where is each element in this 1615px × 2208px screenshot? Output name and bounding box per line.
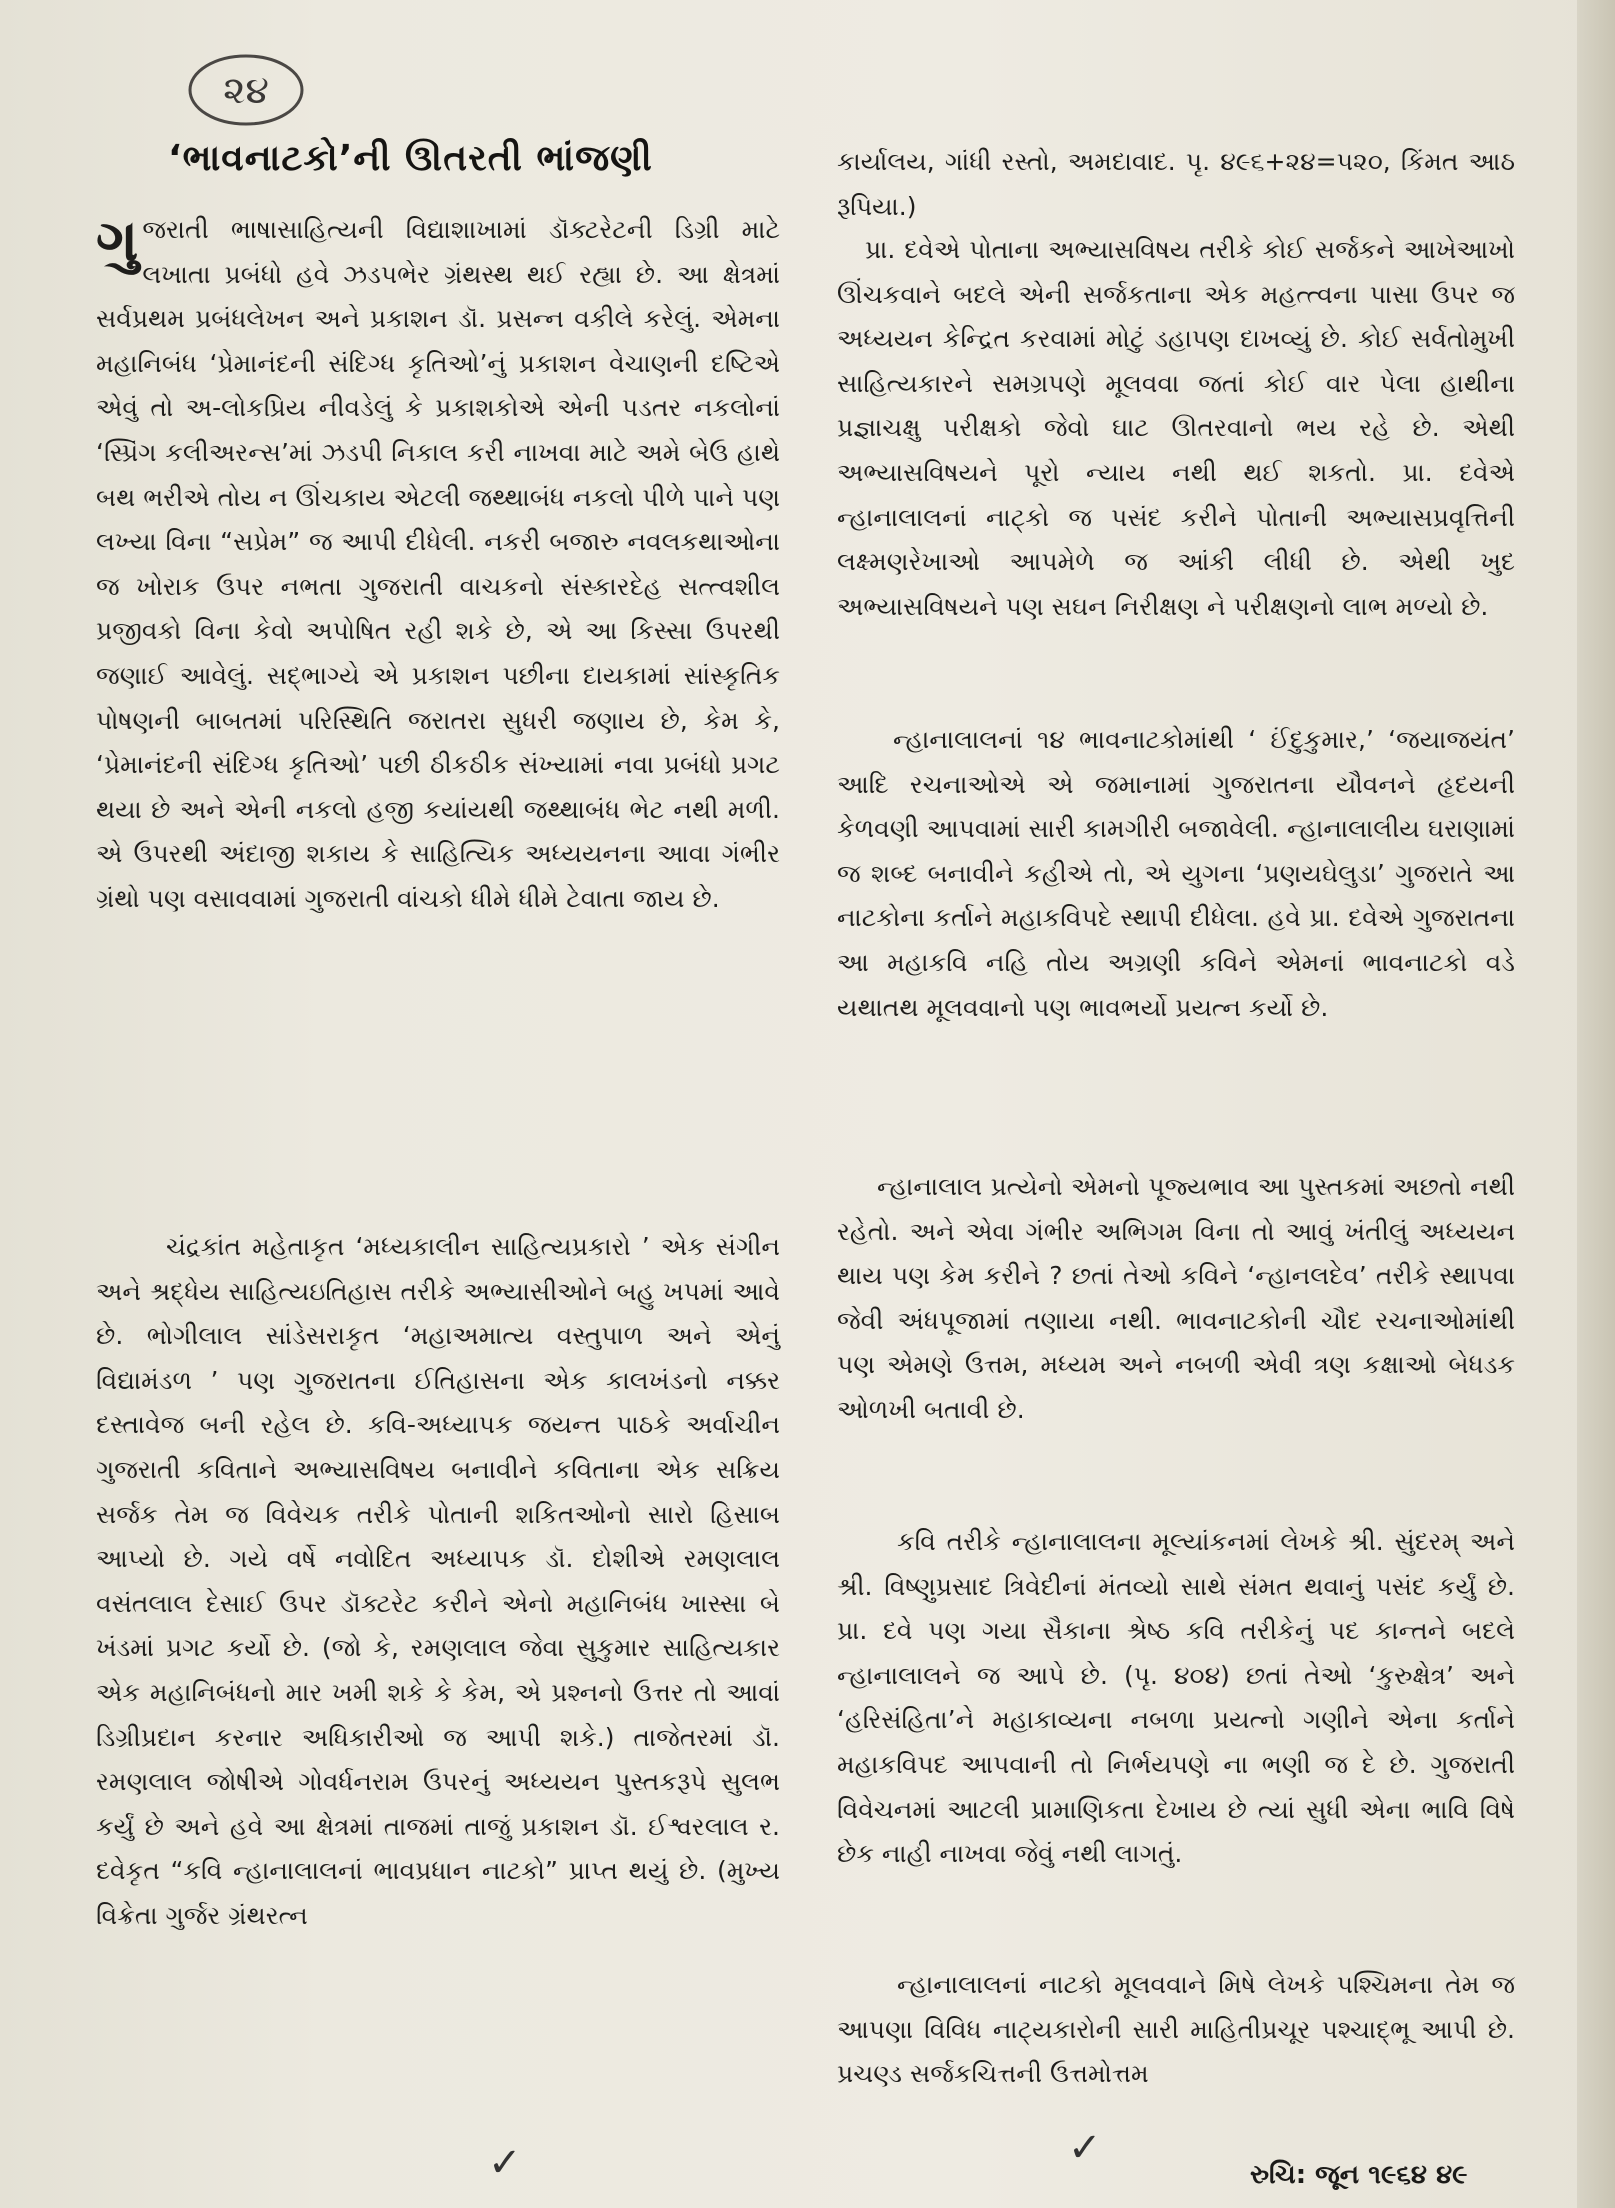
left-paragraph-1-text: જરાતી ભાષાસાહિત્યની વિદ્યાશાખામાં ડૉક્ટરેટની ડિગ્રી માટે લખાતા પ્રબંધો હવે ઝડપભેર ગ્રંથસ્થ થઈ રહ્યા છે. આ ક્ષેત્રમાં સર્વપ્રથમ પ્રબંધલેખન અને પ્રકાશન ડૉ. પ્રસન્ન વકીલે કરેલું. એમના મહાનિબંધ ‘પ્રેમાનંદની સંદિગ્ધ કૃતિઓ’નું પ્રકાશન વેચાણની દષ્ટિએ એવું તો અ-લોકપ્રિય નીવડેલું કે પ્રકાશકોએ એની પડતર નકલોનાં ‘સ્પ્રિંગ કલીઅરન્સ’માં ઝડપી નિકાલ કરી નાખવા માટે અમે બેઉ હાથે બથ ભરીએ તોય ન ઊંચકાય એટલી જથ્થાબંધ નકલો પીળે પાને પણ લખ્યા વિના “સપ્રેમ” જ આપી દીધેલી. નકરી બજારુ નવલકથાઓના જ ખોરાક ઉપર નભતા ગુજરાતી વાચકનો સંસ્કારદેહ સત્ત્વશીલ પ્રજીવકો વિના કેવો અપોષિત રહી શકે છે, એ આ કિસ્સા ઉપરથી જણાઈ આવેલું. સદ્‌ભાગ્યે એ પ્રકાશન પછીના દાયકામાં સાંસ્કૃતિક પોષણની બાબતમાં પરિસ્થિતિ જરાતરા સુધરી જણાય છે, કેમ કે, ‘પ્રેમાનંદની સંદિગ્ધ કૃતિઓ’ પછી ઠીકઠીક સંખ્યામાં નવા પ્રબંધો પ્રગટ થયા છે અને એની નકલો હજી કયાંયથી જથ્થાબંધ ભેટ નથી મળી. એ ઉપરથી અંદાજી શકાય કે સાહિત્યિક અધ્યયનના આવા ગંભીર ગ્રંથો પણ વસાવવામાં ગુજરાતી વાંચકો ધીમે ધીમે ટેવાતા જાય છે. — [96, 215, 780, 913]
left-paragraph-1 — [96, 208, 780, 922]
circled-page-mark — [185, 50, 307, 130]
right-paragraph-2: ન્હાનાલાલનાં ૧૪ ભાવનાટકોમાંથી ‘ ઈંદુકુમાર,’ ‘જયાજયંત’ આદિ રચનાઓએ એ જમાનામાં ગુજરાતના યૌવનને હૃદયની કેળવણી આપવામાં સારી કામગીરી બજાવેલી. ન્હાનાલાલીય ઘરાણામાં જ શબ્દ બનાવીને કહીએ તો, એ યુગના ‘પ્રણયઘેલુડા’ ગુજરાતે આ નાટકોના કર્તાને મહાકવિપદે સ્થાપી દીધેલા. હવે પ્રા. દવેએ ગુજરાતના આ મહાકવિ નહિ તોય અગ્રણી કવિને એમનાં ભાવનાટકો વડે યથાતથ મૂલવવાનો પણ ભાવભર્યો પ્રયત્ન કર્યો છે. — [837, 725, 1515, 1022]
right-paragraph-0: કાર્યાલય, ગાંધી રસ્તો, અમદાવાદ. પૃ. ૪૯૬+૨૪=૫૨૦, કિંમત આઠ રૂપિયા.) — [837, 147, 1515, 221]
left-paragraph-2: ચંદ્રકાંત મહેતાકૃત ‘મધ્યકાલીન સાહિત્યપ્રકારો ’ એક સંગીન અને શ્રદ્ધેય સાહિત્યઇતિહાસ તરીકે અભ્યાસીઓને બહુ ખપમાં આવે છે. ભોગીલાલ સાંડેસરાકૃત ‘મહાઅમાત્ય વસ્તુપાળ અને એનું વિદ્યામંડળ ’ પણ ગુજરાતના ઈતિહાસના એક કાલખંડનો નક્કર દસ્તાવેજ બની રહેલ છે. કવિ-અધ્યાપક જયન્ત પાઠકે અર્વાચીન ગુજરાતી કવિતાને અભ્યાસવિષય બનાવીને કવિતાના એક સક્રિય સર્જક તેમ જ વિવેચક તરીકે પોતાની શકિતઓનો સારો હિસાબ આપ્યો છે. ગયે વર્ષે નવોદિત અધ્યાપક ડૉ. દોશીએ રમણલાલ વસંતલાલ દેસાઈ ઉપર ડૉક્ટરેટ કરીને એનો મહાનિબંધ ખાસ્સા બે ખંડમાં પ્રગટ કર્યો છે. (જો કે, રમણલાલ જેવા સુકુમાર સાહિત્યકાર એક મહાનિબંધનો માર ખમી શકે કે કેમ, એ પ્રશ્નનો ઉત્તર તો આવાં ડિગ્રીપ્રદાન કરનાર અધિકારીઓ જ આપી શકે.) તાજેતરમાં ડૉ. રમણલાલ જોષીએ ગોવર્ધનરામ ઉપરનું અધ્યયન પુસ્તકરૂપે સુલભ કર્યું છે અને હવે આ ક્ષેત્રમાં તાજમાં તાજું પ્રકાશન ડૉ. ઈશ્વરલાલ ર. દવેકૃત “કવિ ન્હાનાલાલનાં ભાવપ્રધાન નાટકો” પ્રાપ્ત થયું છે. (મુખ્ય વિક્રેતા ગુર્જર ગ્રંથરત્ન — [96, 1232, 780, 1930]
right-paragraph-5: ન્હાનાલાલનાં નાટકો મૂલવવાને મિષે લેખકે પશ્ચિમના તેમ જ આપણા વિવિધ નાટ્યકારોની સારી માહિતીપ્રચૂર પશ્ચાદ્‌ભૂ આપી છે. પ્રચણ્ડ સર્જકચિત્તની ઉત્તમોત્તમ — [837, 1970, 1515, 2089]
check-mark-icon: ✓ — [488, 2140, 522, 2186]
page-mark-number: ૨૪ — [223, 67, 269, 112]
drop-cap: ગુ — [96, 206, 139, 274]
right-paragraph-1: પ્રા. દવેએ પોતાના અભ્યાસવિષય તરીકે કોઈ સર્જકને આખેઆખો ઊંચકવાને બદલે એની સર્જકતાના એક મહત્ત્વના પાસા ઉપર જ અધ્યયન કેન્દ્રિત કરવામાં મોટું ડહાપણ દાખવ્યું છે. કોઈ સર્વતોમુખી સાહિત્યકારને સમગ્રપણે મૂલવવા જતાં કોઈ વાર પેલા હાથીના પ્રજ્ઞાચક્ષુ પરીક્ષકો જેવો ઘાટ ઊતરવાનો ભય રહે છે. એથી અભ્યાસવિષયને પૂરો ન્યાય નથી થઈ શકતો. પ્રા. દવેએ ન્હાનાલાલનાં નાટ્કો જ પસંદ કરીને પોતાની અભ્યાસપ્રવૃત્તિની લક્ષ્મણરેખાઓ આપમેળે જ આંકી લીધી છે. એથી ખુદ અભ્યાસવિષયને પણ સઘન નિરીક્ષણ ને પરીક્ષણનો લાભ મળ્યો છે. — [837, 235, 1515, 621]
right-paragraph-4: કવિ તરીકે ન્હાનાલાલના મૂલ્યાંકનમાં લેખકે શ્રી. સુંદરમ્ અને શ્રી. વિષ્ણુપ્રસાદ ત્રિવેદીનાં મંતવ્યો સાથે સંમત થવાનું પસંદ કર્યું છે. પ્રા. દવે પણ ગયા સૈકાના શ્રેષ્ઠ કવિ તરીકેનું પદ કાન્તને બદલે ન્હાનાલાલને જ આપે છે. (પૃ. ૪૦૪) છતાં તેઓ ‘કુરુક્ષેત્ર’ અને ‘હરિસંહિતા’ને મહાકાવ્યના નબળા પ્રયત્નો ગણીને એના કર્તાને મહાકવિપદ આપવાની તો નિર્ભયપણે ના ભણી જ દે છે. ગુજરાતી વિવેચનમાં આટલી પ્રામાણિકતા દેખાય છે ત્યાં સુધી એના ભાવિ વિષે છેક નાહી નાખવા જેવું નથી લાગતું. — [837, 1527, 1515, 1869]
page-edge — [1577, 0, 1615, 2208]
check-mark-icon: ✓ — [1068, 2125, 1102, 2171]
page-footer: રુચિ: જૂન ૧૯૬૪ ૪૯ — [1250, 2160, 1468, 2190]
article-title: ‘ભાવનાટકો’ની ઊતરતી ભાંજણી — [168, 138, 653, 179]
right-paragraph-3: ન્હાનાલાલ પ્રત્યેનો એમનો પૂજ્યભાવ આ પુસ્તકમાં અછતો નથી રહેતો. અને એવા ગંભીર અભિગમ વિના તો આવું ખંતીલું અધ્યયન થાય પણ કેમ કરીને ? છતાં તેઓ કવિને ‘ન્હાનલદેવ’ તરીકે સ્થાપવા જેવી અંધપૂજામાં તણાયા નથી. ભાવનાટકોની ચૌદ રચનાઓમાંથી પણ એમણે ઉત્તમ, મધ્યમ અને નબળી એવી ત્રણ કક્ષાઓ બેધડક ઓળખી બતાવી છે. — [837, 1172, 1515, 1424]
